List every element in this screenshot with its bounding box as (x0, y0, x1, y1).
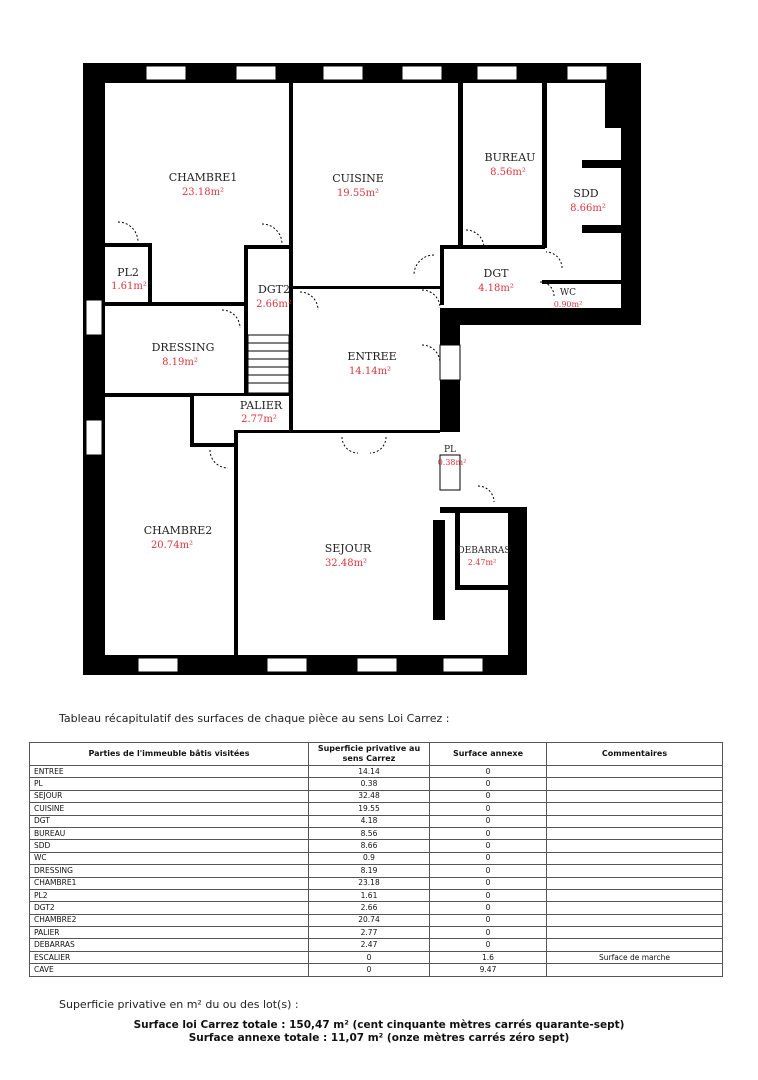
room-area: 4.18m² (478, 283, 514, 294)
room-cell: CHAMBRE1 (30, 877, 309, 889)
annexe-cell: 0 (430, 939, 547, 951)
comment-cell (547, 815, 723, 827)
comment-cell (547, 902, 723, 914)
carrez-cell: 8.56 (309, 827, 430, 839)
annexe-cell: 9.47 (430, 964, 547, 976)
total-annexe: Surface annexe totale : 11,07 m² (onze mètres carrés zéro sept) (188, 1032, 570, 1044)
column-header: Superficie privative au sens Carrez (309, 743, 430, 766)
room-name: CUISINE (332, 172, 384, 185)
carrez-cell: 0 (309, 951, 430, 963)
comment-cell (547, 840, 723, 852)
carrez-cell: 2.66 (309, 902, 430, 914)
annexe-cell: 0 (430, 778, 547, 790)
carrez-cell: 23.18 (309, 877, 430, 889)
table-row (30, 927, 723, 939)
room-area: 2.77m² (241, 414, 277, 425)
comment-cell (547, 914, 723, 926)
room-name: DGT (483, 267, 509, 280)
annexe-cell: 0 (430, 827, 547, 839)
annexe-cell: 0 (430, 914, 547, 926)
room-cell: PL (30, 778, 309, 790)
room-area: 2.47m² (467, 558, 497, 567)
room-area: 20.74m² (150, 540, 194, 551)
comment-cell (547, 766, 723, 778)
room-area: 1.61m² (111, 281, 147, 292)
carrez-cell: 8.19 (309, 865, 430, 877)
comment-cell (547, 790, 723, 802)
room-labels (111, 151, 606, 569)
room-name: PL2 (117, 266, 139, 279)
room-cell: SEJOUR (30, 790, 309, 802)
room-cell: DEBARRAS (30, 939, 309, 951)
carrez-cell: 0.9 (309, 852, 430, 864)
carrez-cell: 14.14 (309, 766, 430, 778)
room-name: DRESSING (151, 341, 215, 354)
room-name: SEJOUR (324, 542, 372, 555)
comment-cell (547, 803, 723, 815)
annexe-cell: 0 (430, 902, 547, 914)
room-name: SDD (573, 187, 599, 200)
room-name: DGT2 (258, 283, 290, 296)
room-cell: DGT2 (30, 902, 309, 914)
carrez-cell: 0.38 (309, 778, 430, 790)
room-name: DEBARRAS (457, 546, 511, 556)
carrez-cell: 0 (309, 964, 430, 976)
room-area: 23.18m² (181, 187, 225, 198)
comment-cell (547, 852, 723, 864)
annexe-cell: 0 (430, 877, 547, 889)
room-cell: ENTREE (30, 766, 309, 778)
table-row (30, 790, 723, 802)
room-area: 0.90m² (553, 300, 583, 309)
carrez-cell: 19.55 (309, 803, 430, 815)
table-row (30, 964, 723, 976)
annexe-cell: 0 (430, 927, 547, 939)
carrez-cell: 8.66 (309, 840, 430, 852)
room-area: 8.19m² (162, 357, 198, 368)
comment-cell (547, 939, 723, 951)
annexe-cell: 1.6 (430, 951, 547, 963)
comment-cell: Surface de marche (547, 951, 723, 963)
table-row (30, 889, 723, 901)
room-name: BUREAU (484, 151, 536, 164)
annexe-cell: 0 (430, 815, 547, 827)
room-cell: CAVE (30, 964, 309, 976)
annexe-cell: 0 (430, 766, 547, 778)
room-cell: CUISINE (30, 803, 309, 815)
room-name: PALIER (239, 399, 283, 412)
superficie-intro: Superficie privative en m² du ou des lot(s) : (59, 998, 299, 1011)
room-area: 8.56m² (490, 167, 526, 178)
room-cell: SDD (30, 840, 309, 852)
column-header: Commentaires (547, 743, 723, 766)
table-row (30, 914, 723, 926)
room-name: PL (443, 445, 457, 455)
room-cell: DGT (30, 815, 309, 827)
table-row (30, 815, 723, 827)
room-cell: PALIER (30, 927, 309, 939)
table-row (30, 840, 723, 852)
annexe-cell: 0 (430, 803, 547, 815)
annexe-cell: 0 (430, 889, 547, 901)
table-row (30, 902, 723, 914)
column-header: Parties de l'immeuble bâtis visitées (30, 743, 309, 766)
room-area: 8.66m² (570, 203, 606, 214)
table-row (30, 951, 723, 963)
total-carrez: Surface loi Carrez totale : 150,47 m² (cent cinquante mètres carrés quarante-sept) (133, 1019, 625, 1031)
table-row (30, 803, 723, 815)
table-header-row (30, 743, 723, 766)
room-name: ENTREE (347, 350, 397, 363)
table-row (30, 766, 723, 778)
annexe-cell: 0 (430, 840, 547, 852)
carrez-cell: 1.61 (309, 889, 430, 901)
table-caption: Tableau récapitulatif des surfaces de chaque pièce au sens Loi Carrez : (59, 712, 450, 725)
room-name: CHAMBRE2 (143, 524, 213, 537)
carrez-cell: 2.77 (309, 927, 430, 939)
carrez-cell: 4.18 (309, 815, 430, 827)
annexe-cell: 0 (430, 790, 547, 802)
carrez-cell: 2.47 (309, 939, 430, 951)
carrez-cell: 20.74 (309, 914, 430, 926)
column-header: Surface annexe (430, 743, 547, 766)
table-row (30, 852, 723, 864)
annexe-cell: 0 (430, 852, 547, 864)
room-cell: ESCALIER (30, 951, 309, 963)
room-cell: DRESSING (30, 865, 309, 877)
room-area: 14.14m² (348, 366, 392, 377)
room-name: CHAMBRE1 (168, 171, 238, 184)
room-cell: PL2 (30, 889, 309, 901)
table-row (30, 877, 723, 889)
comment-cell (547, 964, 723, 976)
room-cell: BUREAU (30, 827, 309, 839)
carrez-cell: 32.48 (309, 790, 430, 802)
annexe-cell: 0 (430, 865, 547, 877)
room-area: 0.38m² (437, 458, 467, 467)
room-name: WC (559, 288, 577, 298)
comment-cell (547, 827, 723, 839)
room-area: 19.55m² (336, 188, 380, 199)
table-row (30, 827, 723, 839)
room-cell: WC (30, 852, 309, 864)
comment-cell (547, 865, 723, 877)
table-row (30, 778, 723, 790)
room-area: 2.66m² (256, 299, 292, 310)
table-row (30, 939, 723, 951)
stair (248, 335, 289, 393)
comment-cell (547, 877, 723, 889)
surface-table (29, 742, 723, 977)
comment-cell (547, 927, 723, 939)
comment-cell (547, 778, 723, 790)
comment-cell (547, 889, 723, 901)
table-row (30, 865, 723, 877)
room-area: 32.48m² (324, 558, 368, 569)
room-cell: CHAMBRE2 (30, 914, 309, 926)
